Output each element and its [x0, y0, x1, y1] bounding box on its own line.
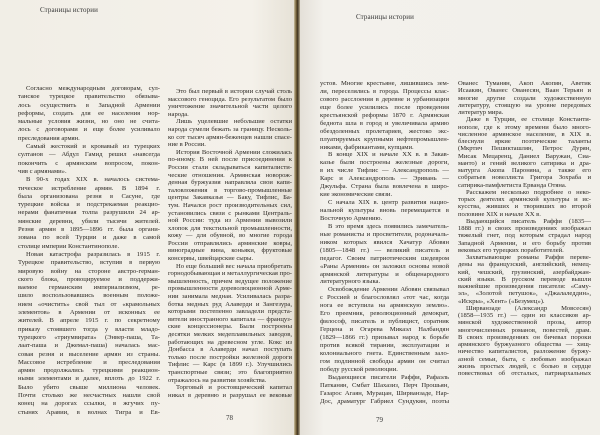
text-line: нога ее вступила на армянскую землю».: [320, 302, 449, 310]
text-line: 1888 гг.) в своих произведениях изображал: [458, 225, 591, 232]
paragraph: [458, 305, 591, 378]
text-line: «Раны Армении» он заложил основы новой: [320, 262, 449, 270]
text-line: История Восточной Армении сложилась: [176, 148, 292, 156]
text-line: жизнь простых людей, с болью в сердце: [458, 362, 591, 370]
text-line: России отправлялись армянские ковры,: [168, 239, 292, 247]
text-line: приказу стоявшего тогда у власти младо-: [18, 325, 160, 333]
text-line: ником которых явился Хачатур Абовян: [320, 238, 449, 246]
text-line: мянской художественной прозы, автор: [458, 319, 591, 327]
text-line: армян продолжались турецкими реакцион-: [18, 367, 160, 375]
text-line: отражалось на развитии хозяйства.: [168, 376, 267, 384]
text-line: таловложения в торгово-промышленные: [168, 186, 292, 194]
text-line: важнейшие произведения писателя: «Саму-: [458, 283, 591, 290]
text-line: армянского буржуазного общества — хищ-: [458, 341, 591, 348]
text-line: Герцена и Огарева Микаэл Налбандян: [320, 326, 449, 334]
left-page: [0, 0, 296, 435]
text-line: ными элементами и далее, вплоть до 1922 г.: [18, 375, 160, 383]
text-line: народа.: [168, 110, 189, 118]
text-line: Расскажем несколько подробнее о неко-: [466, 188, 591, 196]
text-line: (1805—1848 гг.) — великий писатель и: [320, 246, 449, 254]
text-line: хлопок для текстильной промышленности,: [168, 224, 292, 232]
text-column: [320, 80, 449, 405]
text-line: массового геноцида. Его результатом было: [168, 95, 292, 103]
text-line: Новая катастрофа разразилась в 1915 г.: [26, 250, 160, 258]
text-line: лось осуществить в Западной Армении: [18, 101, 160, 109]
text-line: матурга Акопа Пароняна, а также его: [458, 167, 591, 174]
text-line: литературу, стоящую на уровне передовых: [458, 101, 591, 109]
text-line: танское турецкое правительство обязыва-: [18, 93, 160, 101]
text-line: с Россией и благословлял «тот час, когда: [320, 294, 449, 302]
text-line: Освобождение Армении Абовян связывал: [328, 286, 449, 294]
text-line: центры Закавказья — Баку, Тифлис, Ба-: [168, 194, 292, 202]
text-line: В конце XIX и начале XX в. в Закав-: [328, 151, 449, 159]
text-line: Почти столько же несчастных нашли свой: [18, 391, 160, 399]
paragraph: [18, 251, 160, 417]
text-line: «Искры», «Хент» («Безумец»).: [458, 297, 545, 305]
text-line: С начала XIX в. центр развития нацио-: [328, 199, 449, 207]
text-line: кие экономические связи.: [320, 191, 393, 199]
text-line: торых деятелях армянской культуры и ис-: [458, 196, 591, 203]
text-line: (Мкртич Пешикташлян, Петрос Дурян,: [458, 145, 591, 153]
paragraph: [18, 176, 160, 251]
running-head: Страницы истории: [40, 6, 98, 14]
text-line: Его преемник, революционный демократ,: [320, 310, 449, 318]
page-number: 79: [376, 416, 383, 424]
text-line: собратьев новеллиста Григора Зохраба и: [458, 174, 591, 182]
text-line: ботка медных руд Алаверди и Зангезура,: [168, 300, 292, 308]
text-line: мышленность, причем ведущее положение: [168, 277, 292, 285]
text-line: турецкие войска и подстрекаемая реакцио-: [18, 201, 160, 209]
text-line: султанов — Абдул Гамид решил «навсегда: [18, 151, 160, 159]
text-line: реформы, создать для ее населения нор-: [18, 109, 160, 117]
text-line: горнодобывающая и металлургическая про-: [168, 270, 292, 278]
text-line: промышленности дореволюционной Арме-: [168, 285, 292, 293]
text-line: Патканян, Смбат Шахазиз, Перч Прошьян,: [320, 381, 449, 389]
text-line: гом подлинной свободы армян он считал: [320, 357, 449, 365]
text-line: кусства, живших и творивших во второй: [458, 203, 591, 211]
text-line: жителей. В апреле 1915 г. по секретному: [18, 317, 160, 325]
paragraph: [458, 116, 591, 189]
text-line: ские концессионеры. Были построены: [168, 323, 292, 331]
paragraph: [320, 151, 449, 199]
text-line: дены на французский, английский, немец-: [458, 261, 591, 269]
text-line: манто) и гений великого сатирика и дра-: [458, 159, 591, 167]
text-line: повествовал об отсталых, патриархальных: [458, 370, 591, 377]
text-line: лось с договорами и еще более усиливало: [18, 126, 160, 134]
paragraph: [320, 80, 449, 151]
paragraph: [18, 143, 160, 176]
text-line: Выдающийся писатель Раффи (1835—: [466, 217, 591, 225]
text-line: мянские деревни, убили тысячи жителей.: [18, 217, 160, 225]
text-line: победу русской революции.: [320, 365, 398, 373]
text-line: Но еще больший вес начала приобретать: [176, 262, 292, 270]
text-line: численное армянское население, в XIX в.: [458, 130, 591, 138]
text-line: покончить с армянским вопросом, покон-: [18, 159, 160, 167]
text-line: сатирика-памфлетиста Ерванда Отяна.: [458, 181, 567, 189]
text-line: консервы, швейцарские сыры.: [168, 255, 254, 263]
running-head: Страницы истории: [356, 13, 414, 21]
text-line: работающих на древесном угле. Кокс из: [168, 338, 292, 346]
text-line: Было убито свыше миллиона человек.: [18, 383, 160, 391]
text-line: ваемое германским империализмом, ре-: [18, 284, 160, 292]
text-line: чив с армянами».: [18, 167, 67, 175]
text-line: Ованес Туманян, Акоп Акопян, Аветик: [458, 80, 591, 87]
text-line: ский языки. В русском переводе вышли: [458, 275, 591, 283]
paragraph: [168, 263, 292, 385]
text-line: литературного языка.: [320, 278, 381, 286]
text-line: устов. Многие крестьяне, лишившись зем-: [320, 80, 449, 87]
paragraph: [320, 286, 449, 373]
text-line: конец на дорогах ссылки, в жгучих пу-: [18, 400, 160, 408]
text-line: кий, чешский, грузинский, азербайджан-: [458, 268, 591, 276]
text-line: ского блока, провоцируемое и поддержи-: [18, 275, 160, 283]
text-line: нии занимала медная. Усиливалась разра-: [168, 293, 292, 301]
text-line: В 90-х годах XIX в. началось система-: [26, 176, 160, 184]
paragraph: [458, 218, 591, 254]
text-line: В это время здесь появились замечатель-: [328, 222, 449, 230]
text-line: ко сот тысяч армян-беженцев нашли спасе-: [168, 133, 292, 141]
text-line: ли, переселялись в города. Процессы клас-: [320, 87, 449, 95]
text-line: Массовое истребление и преследования: [18, 358, 160, 366]
text-line: вековых его турецких поработителей.: [458, 246, 564, 254]
text-line: кожу — для обувной, во многие города: [168, 232, 292, 240]
text-line: Захватывающие романы Раффи переве-: [466, 254, 591, 261]
text-line: крестьянской реформы 1870 г. Армянская: [320, 111, 449, 119]
text-line: нополе, где к этому времени было много-: [458, 123, 591, 131]
text-line: беднота шла в город и увеличивала армию: [320, 119, 449, 127]
paragraph: [168, 88, 292, 118]
text-line: философ, писатель и публицист, соратник: [320, 318, 449, 326]
text-line: нерами фанатичная толпа разрушили 24 ар-: [18, 209, 160, 217]
text-line: элементов» в Армении от исконных ее: [18, 309, 160, 317]
text-line: десятки мелких медеплавильных заводов,: [168, 331, 292, 338]
text-line: тяжелый гнет, под которым страдал народ: [458, 232, 591, 240]
text-line: шило воспользовавшись военным положе-: [18, 292, 160, 300]
text-line: народа сумели бежать за границу. Несколь-: [168, 125, 292, 133]
text-line: Донбасса в Алаверди начал поступать: [168, 346, 292, 354]
text-line: половине XIX и начале XX в.: [458, 210, 541, 218]
text-line: Западной Армении, и его борьбу против: [458, 239, 591, 247]
paragraph: [320, 374, 449, 406]
text-line: ние в России.: [168, 141, 206, 149]
text-line: Карс и Александрополь — Эривань —: [320, 175, 449, 183]
text-line: сового расслоения в деревне и урбанизации: [320, 95, 449, 103]
text-line: столице империи Константинополе.: [18, 242, 120, 250]
text-line: азной семьи, быта, с любовью изображал: [458, 355, 591, 363]
text-line: колониального гнета. Единственным зало-: [320, 349, 449, 357]
text-line: никами, фабрикантами, купцами.: [320, 143, 414, 151]
text-line: мировую войну на стороне австро-герман-: [18, 267, 160, 275]
paragraph: [168, 118, 292, 148]
text-line: стынях Аравии, в волнах Тигра и Ев-: [18, 408, 160, 416]
page-number: 78: [226, 414, 233, 422]
text-line: Это был первый в истории случай столь: [176, 88, 292, 95]
text-line: ческие отношения. Армянская новорож-: [168, 171, 292, 179]
text-line: уничтожение значительной части целого: [168, 103, 292, 111]
paragraph: [458, 254, 591, 305]
text-line: Восточную Армению.: [320, 214, 383, 222]
text-line: России стали складываться капиталисти-: [168, 163, 292, 171]
text-line: которыми постепенно завладели предста-: [168, 308, 292, 316]
text-line: В своих произведениях он бичевал пороки: [458, 333, 591, 341]
text-line: Даже в Турции, ее столице Константи-: [466, 116, 591, 124]
paragraph: [458, 80, 591, 116]
text-line: виноградные вина, коньяки, фруктовые: [168, 247, 292, 255]
text-line: Лишь уцелевшие небольшие остатки: [176, 118, 292, 126]
text-line: Торговый и ростовщический капитал: [176, 384, 292, 392]
text-line: Джульфа. Страна была вовлечена в широ-: [320, 183, 449, 191]
text-line: тическое истребление армян. В 1894 г.: [18, 184, 160, 192]
text-line: многочисленных романов, повестей, драм.: [458, 326, 591, 334]
text-line: только после постройки железной дороги: [168, 353, 292, 361]
text-line: турецкого «триумвирата» (Энвер-паша, Та-: [18, 333, 160, 341]
text-line: против всякой тирании, эксплуатации и: [320, 341, 449, 349]
text-line: Газарос Агаян, Мурацан, Ширванзаде, Нар-: [320, 389, 449, 397]
text-line: Дос, драматург Габриел Сундукян, поэты: [320, 397, 449, 405]
text-line: лаат-паша и Джемал-паша) началась мас-: [18, 342, 160, 350]
text-line: зована по всей Турции и даже в самой: [18, 234, 160, 242]
text-line: никал в деревню и разрушал ее вековые: [168, 391, 292, 399]
paragraph: [320, 223, 449, 287]
text-line: Резня армян в 1895—1896 гг. была органи-: [18, 226, 160, 234]
paragraph: [168, 384, 292, 399]
text-line: нием «очистить» свой тыл от «крамольных: [18, 300, 160, 308]
text-column: [458, 80, 591, 377]
text-line: по-иному. В ней после присоединения к: [168, 156, 292, 164]
text-line: ничество капиталистов, разложение буржу-: [458, 348, 591, 356]
text-line: армянской литературы и общенародного: [320, 270, 449, 278]
text-column: [168, 88, 292, 399]
text-line: мальные условия жизни, но оно не счита-: [18, 118, 160, 126]
text-line: блеснули яркие поэтические таланты: [458, 138, 591, 145]
text-line: Ширванзаде (Александр Мовсесян): [466, 304, 591, 312]
paragraph: [168, 149, 292, 263]
text-line: преследования армян.: [18, 134, 80, 142]
text-line: была организована резня в Сасуне, где: [18, 192, 160, 200]
text-line: Самый жестокий и кровавый из турецких: [26, 143, 160, 151]
text-line: эл», «Золотой петушок», «Джалаледдин»,: [458, 290, 591, 298]
text-line: транспортные связи; это благоприятно: [168, 368, 292, 376]
text-line: тум. Начался рост производительных сил,: [168, 201, 292, 209]
text-line: вители иностранного капитала — француз-: [168, 315, 292, 323]
text-line: (1858—1935 гг.) — один из классиков ар-: [458, 312, 591, 319]
text-line: обездоленных пролетариев, жестоко экс-: [320, 127, 449, 135]
text-line: литератур мира.: [458, 109, 504, 116]
text-line: совая резня и выселение армян из страны.: [18, 350, 160, 358]
text-line: денная буржуазия направляла свои капи-: [168, 179, 292, 187]
text-line: Мисак Мецаренц, Даниел Варужан, Сиа-: [458, 152, 591, 160]
text-line: Исаакян, Ованес Ованесян, Ваан Терьян и: [458, 87, 591, 95]
text-line: казье были построены железные дороги,: [320, 159, 449, 167]
text-line: ной России: туда из Армении вывозили: [168, 217, 292, 225]
text-line: нальной культуры вновь перемещается в: [320, 207, 449, 214]
text-line: многие другие создали художественную: [458, 94, 591, 102]
text-line: установились связи с рынками Централь-: [168, 209, 292, 217]
text-line: (1829—1866 гг.) призывал народ к борьбе: [320, 334, 449, 341]
paragraph: [320, 199, 449, 223]
text-column: [18, 85, 160, 417]
text-line: в их числе Тифлис — Александрополь —: [320, 167, 449, 175]
text-line: еще более усилились после проведения: [320, 103, 449, 111]
text-line: педагог. Своим патриотическим шедевром: [320, 254, 449, 262]
paragraph: [458, 189, 591, 218]
text-line: Выдающиеся писатели Раффи, Рафаэль: [328, 373, 449, 381]
text-line: ные романисты и просветители, родоначаль-: [320, 230, 449, 238]
text-line: Турецкое правительство, вступив в первую: [18, 259, 160, 267]
right-page: [300, 0, 600, 435]
text-line: Согласно международным договорам, сул-: [26, 85, 160, 92]
text-line: Тифлис — Карс (в 1899 г.). Улучшились: [168, 361, 292, 369]
paragraph: [18, 85, 160, 143]
text-line: плуатируемых крупными нефтепромышлен-: [320, 135, 449, 143]
